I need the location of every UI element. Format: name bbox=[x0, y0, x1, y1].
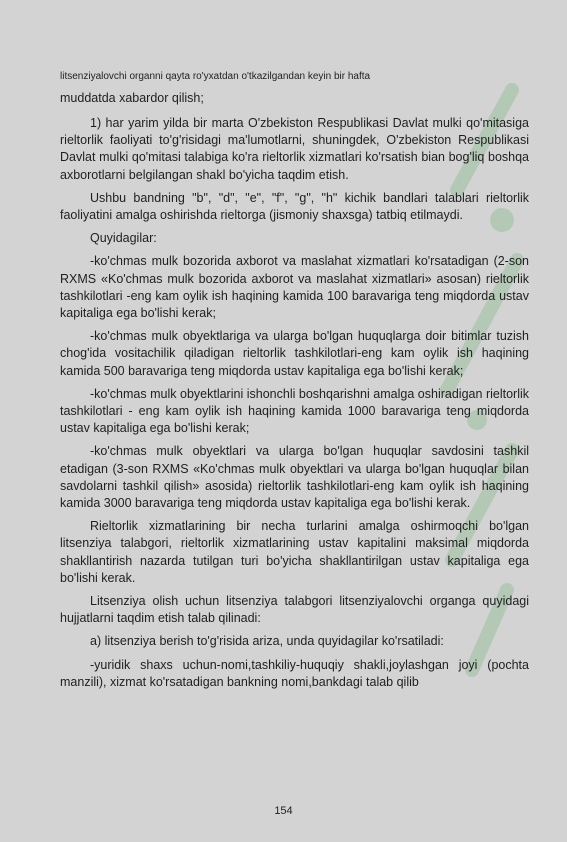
paragraph: Quyidagilar: bbox=[90, 231, 157, 246]
paragraph: -ko'chmas mulk obyektlariga va ularga bo'lgan huquqlarga doir bitimlar tuzish chog'ida vositachilik qiladigan rieltorlik tashkilotlari-eng kam oylik ish haqining kamida 500 baravariga teng miqdorda ustav kapitaliga ega bo'lishi kerak; bbox=[60, 329, 529, 378]
paragraph: -ko'chmas mulk obyektlarini ishonchli boshqarishni amalga oshiradigan rieltorlik tashkilotlari - eng kam oylik ish haqining kamida 1000 baravariga teng miqdorda ustav kapitaliga ega bo'lishi kerak; bbox=[60, 386, 529, 436]
paragraph: -ko'chmas mulk obyektlari va ularga bo'lgan huquqlar savdosini tashkil etadigan (3-son RXMS «Ko'chmas mulk obyektlari va ularga bo'lgan huquqlar bilan savdolarni tashkil qilish» asosida) rieltorlik tashkilotlari-eng kam oylik ish haqining kamida 3000 baravariga teng miqdorda ustav kapitaliga ega bo'lishi kerak. bbox=[60, 444, 529, 511]
paragraph: Rieltorlik xizmatlarining bir necha turlarini amalga oshirmoqchi bo'lgan litsenziya talabgori, rieltorlik xizmatlarining ustav kapitalini maksimal miqdorda shakllantirish nazarda tutilgan turi bo'yicha shakllantirilgan ustav kapitaliga ega bo'lishi kerak. bbox=[60, 519, 529, 585]
paragraph: -yuridik shaxs uchun-nomi,tashkiliy-huquqiy shakli,joylashgan joyi (pochta manzili), xizmat ko'rsatadigan bankning nomi,bankdagi talab qilib bbox=[60, 657, 529, 689]
paragraph: -ko'chmas mulk bozorida axborot va maslahat xizmatlari ko'rsatadigan (2-son RXMS «Ko'chmas mulk bozorida axborot va maslahat xizmatlari» asosan) rieltorlik tashkilotlari -eng kam oylik ish haqining kamida 100 baravariga teng miqdorda ustav kapitaliga ega bo'lishi kerak; bbox=[60, 254, 529, 321]
paragraph: 1) har yarim yilda bir marta O'zbekiston Respublikasi Davlat mulki qo'mitasiga rieltorlik faoliyati to'g'risidagi ma'lumotlarni, shuningdek, O'zbekiston Respublikasi Davlat mulki qo'mitasi talabiga ko'ra rieltorlik xizmatlari ko'rsatish bian bog'liq boshqa axborotlarni belgilangan shakl bo'yicha taqdim etish. bbox=[60, 116, 529, 182]
running-text-top-line: litsenziyalovchi organni qayta ro'yxatdan o'tkazilgandan keyin bir hafta bbox=[60, 71, 371, 82]
paragraph: Litsenziya olish uchun litsenziya talabgori litsenziyalovchi organga quyidagi hujjatlarni taqdim etish talab qilinadi: bbox=[60, 594, 529, 626]
continued-text-line: muddatda xabardor qilish; bbox=[60, 91, 204, 105]
paragraph: a) litsenziya berish to'g'risida ariza, unda quyidagilar ko'rsatiladi: bbox=[90, 634, 444, 649]
paragraph: Ushbu bandning "b", "d", "e", "f", "g", "h" kichik bandlari talablari rieltorlik faoliyatini amalga oshirishda rieltorga (jismoniy shaxsga) tatbiq etilmaydi. bbox=[60, 190, 529, 223]
page-number: 154 bbox=[274, 805, 293, 817]
document-body bbox=[60, 70, 529, 697]
